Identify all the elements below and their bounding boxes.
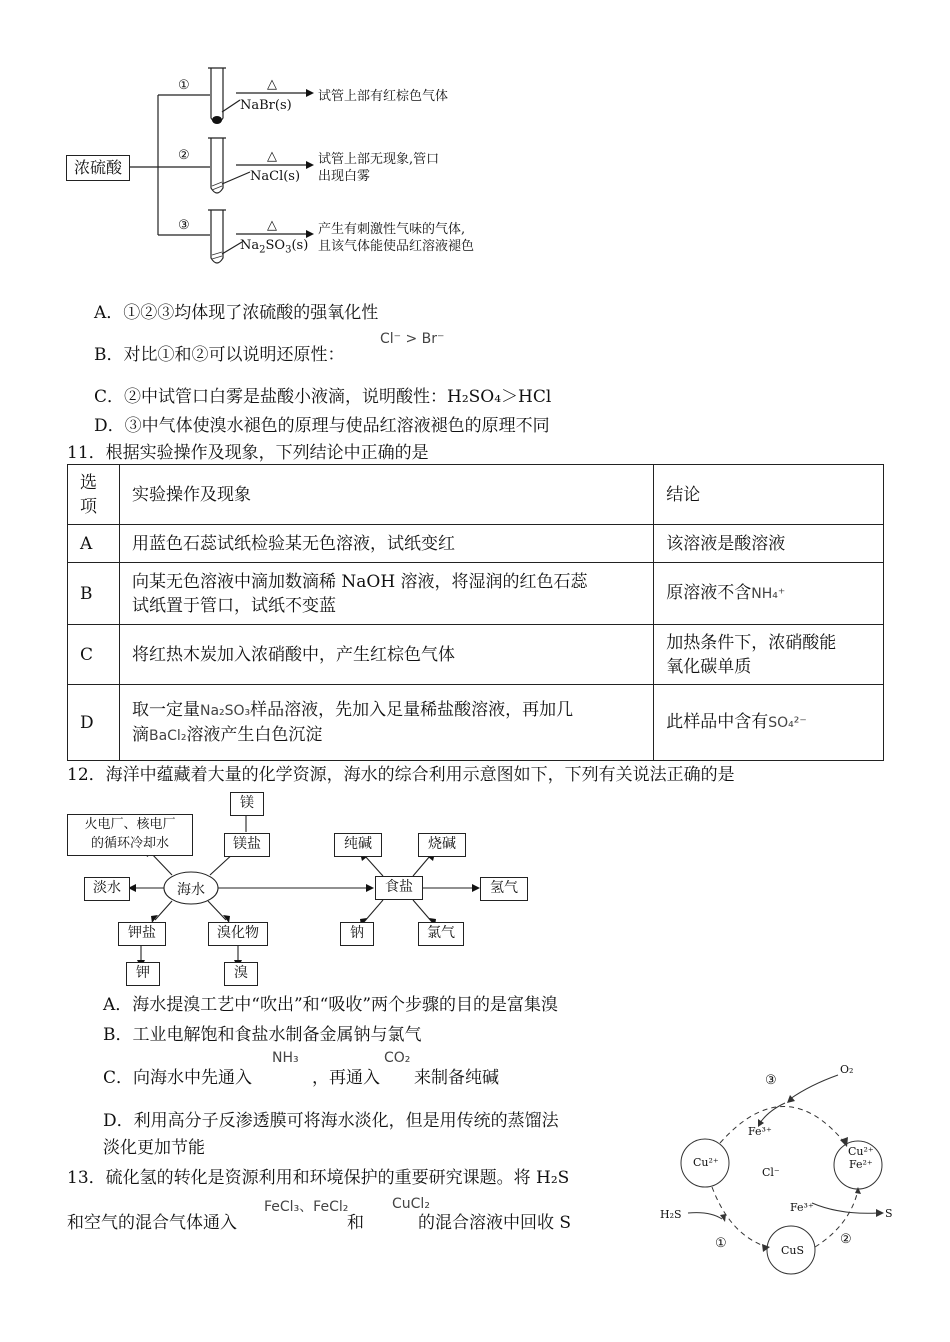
heat-symbol-1: △ xyxy=(267,77,277,92)
cycle-step-1: ① xyxy=(715,1236,727,1251)
result-2-line-1: 试管上部无现象,管口 xyxy=(318,152,440,167)
row-b-conclusion: 原溶液不含NH₄⁺ xyxy=(654,563,884,625)
q12-option-d-line-2: 淡化更加节能 xyxy=(103,1138,205,1158)
node-caustic: 烧碱 xyxy=(418,833,466,857)
cycle-cu-fe-right: Cu²⁺ Fe²⁺ xyxy=(848,1145,874,1171)
q10-option-a: A．①②③均体现了浓硫酸的强氧化性 xyxy=(94,303,379,323)
tube-3-number: ③ xyxy=(178,218,190,233)
q13-line-1: 13．硫化氢的转化是资源利用和环境保护的重要研究课题。将 H₂S xyxy=(67,1168,570,1188)
solid-na2so3: $Na_2SO_3(s)$ xyxy=(240,238,309,256)
table-row xyxy=(68,563,884,625)
table-row xyxy=(68,625,884,685)
solid-nacl: NaCl(s) xyxy=(250,169,301,184)
q13-line-2: 和空气的混合气体通入 和 的混合溶液中回收 S xyxy=(67,1213,572,1233)
node-k-salt: 钾盐 xyxy=(118,922,166,946)
table-header-row xyxy=(68,465,884,525)
q12-option-c-co2: CO₂ xyxy=(384,1050,411,1066)
result-2-line-2: 出现白雾 xyxy=(318,169,371,184)
cycle-s: S xyxy=(885,1207,893,1220)
result-3-line-1: 产生有刺激性气味的气体, xyxy=(318,222,466,237)
cycle-step-3: ③ xyxy=(765,1073,777,1088)
node-h2: 氢气 xyxy=(480,877,528,901)
result-1: 试管上部有红棕色气体 xyxy=(318,89,449,104)
cycle-step-2: ② xyxy=(840,1232,852,1247)
node-mg: 镁 xyxy=(230,792,264,816)
cycle-o2: O₂ xyxy=(840,1063,854,1076)
q11-table xyxy=(67,464,884,761)
cycle-fe3-top: Fe³⁺ xyxy=(748,1125,772,1138)
table-row xyxy=(68,685,884,761)
q12-option-b: B．工业电解饱和食盐水制备金属钠与氯气 xyxy=(103,1025,422,1045)
q12-option-c: C．向海水中先通入 ，再通入 来制备纯碱 xyxy=(103,1068,500,1088)
row-d-operation: 取一定量Na₂SO₃样品溶液，先加入足量稀盐酸溶液，再加几 滴BaCl₂溶液产生白色沉淀 xyxy=(119,685,653,761)
tube-2-number: ② xyxy=(178,148,190,163)
row-a-conclusion: 该溶液是酸溶液 xyxy=(654,525,884,563)
q13-math-fecl: FeCl₃、FeCl₂ xyxy=(264,1199,349,1215)
table-row xyxy=(68,525,884,563)
node-k: 钾 xyxy=(126,962,160,986)
heat-symbol-3: △ xyxy=(267,218,277,233)
row-d-conclusion: 此样品中含有SO₄²⁻ xyxy=(654,685,884,761)
reagent-box: 浓硫酸 xyxy=(66,155,130,181)
node-na: 钠 xyxy=(340,922,374,946)
node-salt: 食盐 xyxy=(375,876,423,900)
node-power-plant: 火电厂、核电厂 的循环冷却水 xyxy=(67,814,193,856)
q12-diagram xyxy=(0,780,950,990)
row-b-option: B xyxy=(68,563,120,625)
node-br: 溴 xyxy=(224,962,258,986)
q10-option-b-math: Cl⁻ > Br⁻ xyxy=(380,331,445,347)
solid-nabr: NaBr(s) xyxy=(240,98,292,113)
q10-diagram xyxy=(0,0,950,300)
cycle-cu2-left: Cu²⁺ xyxy=(693,1156,719,1169)
row-a-option: A xyxy=(68,525,120,563)
result-3-line-2: 且该气体能使品红溶液褪色 xyxy=(318,239,475,254)
tube-1-number: ① xyxy=(178,78,190,93)
row-c-option: C xyxy=(68,625,120,685)
cycle-cus: CuS xyxy=(781,1244,805,1257)
node-freshwater: 淡水 xyxy=(84,877,130,901)
cycle-h2s: H₂S xyxy=(660,1208,682,1221)
q10-option-c: C．②中试管口白雾是盐酸小液滴，说明酸性：H₂SO₄＞HCl xyxy=(94,387,552,407)
q12-stem: 12．海洋中蕴藏着大量的化学资源，海水的综合利用示意图如下，下列有关说法正确的是 xyxy=(67,765,735,785)
q12-option-c-nh3: NH₃ xyxy=(272,1050,299,1066)
header-option: 选 项 xyxy=(68,465,120,525)
q12-option-d-line-1: D．利用高分子反渗透膜可将海水淡化，但是用传统的蒸馏法 xyxy=(103,1111,559,1131)
row-b-operation: 向某无色溶液中滴加数滴稀 NaOH 溶液，将湿润的红色石蕊 试纸置于管口，试纸不变蓝 xyxy=(119,563,653,625)
node-bromide: 溴化物 xyxy=(208,922,268,946)
q10-option-d: D．③中气体使溴水褪色的原理与使品红溶液褪色的原理不同 xyxy=(94,416,550,436)
node-mg-salt: 镁盐 xyxy=(224,833,270,857)
node-seawater: 海水 xyxy=(177,882,205,898)
row-a-operation: 用蓝色石蕊试纸检验某无色溶液，试纸变红 xyxy=(119,525,653,563)
cycle-cl: Cl⁻ xyxy=(762,1166,780,1179)
q12-option-a: A．海水提溴工艺中“吹出”和“吸收”两个步骤的目的是富集溴 xyxy=(103,995,559,1015)
row-d-option: D xyxy=(68,685,120,761)
header-conclusion: 结论 xyxy=(654,465,884,525)
row-c-conclusion: 加热条件下，浓硝酸能 氧化碳单质 xyxy=(654,625,884,685)
header-operation: 实验操作及现象 xyxy=(119,465,653,525)
heat-symbol-2: △ xyxy=(267,149,277,164)
row-c-operation: 将红热木炭加入浓硝酸中，产生红棕色气体 xyxy=(119,625,653,685)
q10-option-b: B．对比①和②可以说明还原性： xyxy=(94,345,345,365)
cycle-fe3-mid: Fe³⁺ xyxy=(790,1201,814,1214)
q11-stem: 11．根据实验操作及现象，下列结论中正确的是 xyxy=(67,443,429,463)
node-cl2: 氯气 xyxy=(418,922,464,946)
node-soda: 纯碱 xyxy=(334,833,382,857)
q13-math-cucl2: CuCl₂ xyxy=(392,1196,430,1212)
